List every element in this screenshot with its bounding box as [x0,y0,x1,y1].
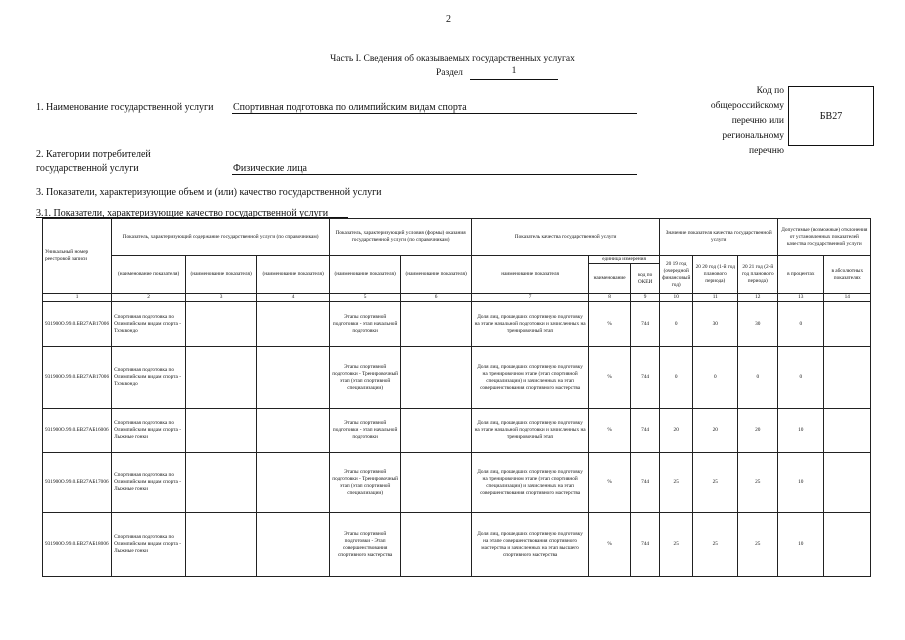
header-percent: в процентах [778,256,824,294]
empty-cell [257,302,330,347]
header-okei: код по ОКЕИ [631,264,660,294]
header-quality: Показатель качества государственной услуги [472,219,660,256]
col-number: 3 [186,294,257,302]
service-content: Спортивная подготовка по Олимпийским видам спорта - Тхэквондо [112,347,186,409]
part-title: Часть I. Сведения об оказываемых государственных услугах [330,54,575,64]
empty-cell [257,347,330,409]
value-year-2: 30 [693,302,738,347]
unit-name: % [589,453,631,513]
section-label: Раздел [436,68,463,78]
registry-number: 931900О.99.0.БВ27АБ16006 [43,409,112,453]
unit-name: % [589,409,631,453]
registry-number: 931900О.99.0.БВ27АВ17006 [43,302,112,347]
okei-code: 744 [631,513,660,577]
col-number: 5 [330,294,401,302]
col-number: 10 [660,294,693,302]
col-number: 13 [778,294,824,302]
deviation-percent: 10 [778,513,824,577]
service-content: Спортивная подготовка по Олимпийским видам спорта - Тхэквондо [112,302,186,347]
category-underline [232,174,637,175]
value-year-1: 25 [660,453,693,513]
indicator-name: Доля лиц, прошедших спортивную подготовку на этапе начальной подготовки и зачисленных на тренировочный этап [472,302,589,347]
okei-code: 744 [631,347,660,409]
code-value: БВ27 [819,110,843,122]
empty-cell [257,513,330,577]
unit-name: % [589,302,631,347]
deviation-absolute [824,302,871,347]
col-number: 4 [257,294,330,302]
header-registry: Уникальный номер реестровой записи [43,219,112,294]
col-number: 2 [112,294,186,302]
empty-cell [401,302,472,347]
header-year-2: 20 20 год (1-й год планового периода) [693,256,738,294]
deviation-percent: 10 [778,453,824,513]
value-year-1: 0 [660,302,693,347]
deviation-absolute [824,453,871,513]
indicator-name: Доля лиц, прошедших спортивную подготовку на этапе начальной подготовки и зачисленных на тренировочный этап [472,409,589,453]
empty-cell [401,453,472,513]
value-year-1: 20 [660,409,693,453]
unit-name: % [589,513,631,577]
registry-number: 931900О.99.0.БВ27АВ17006 [43,347,112,409]
value-year-2: 25 [693,453,738,513]
empty-cell [186,409,257,453]
registry-number: 931900О.99.0.БВ27АБ17006 [43,453,112,513]
header-sub-6: (наименование показателя) [401,256,472,294]
col-number: 1 [43,294,112,302]
page-number: 2 [446,14,451,25]
deviation-percent: 0 [778,347,824,409]
unit-name: % [589,347,631,409]
table-row [43,453,871,513]
indicator-name: Доля лиц, прошедших спортивную подготовку на тренировочном этапе (этап спортивной специализации) и зачисленных на этап совершенствования спортивного мастерства [472,453,589,513]
empty-cell [186,453,257,513]
value-year-2: 25 [693,513,738,577]
quality-title: 3.1. Показатели, характеризующие качество государственной услуги [36,208,329,219]
table-row [43,302,871,347]
okei-code: 744 [631,453,660,513]
okei-code: 744 [631,409,660,453]
table-row [43,347,871,409]
service-name-value: Спортивная подготовка по олимпийским видам спорта [233,102,467,113]
indicator-name: Доля лиц, прошедших спортивную подготовку на этапе совершенствования спортивного мастерства и зачисленных на этап высшего спортивного мастерства [472,513,589,577]
service-condition: Этапы спортивной подготовки - Тренировочный этап (этап спортивной специализации) [330,453,401,513]
column-numbers-row [43,294,871,302]
col-number: 12 [738,294,778,302]
code-label: Код по общероссийскому перечню или региональному перечню [710,86,784,156]
table-row [43,409,871,453]
service-condition: Этапы спортивной подготовки - этап начальной подготовки [330,302,401,347]
service-content: Спортивная подготовка по Олимпийским видам спорта - Лыжные гонки [112,513,186,577]
code-box [788,86,874,146]
empty-cell [186,302,257,347]
empty-cell [257,453,330,513]
header-conditions: Показатель, характеризующий условия (формы) оказания государственной услуги (по справочникам) [330,219,472,256]
col-number: 8 [589,294,631,302]
empty-cell [186,513,257,577]
empty-cell [401,409,472,453]
registry-number: 931900О.99.0.БВ27АБ18006 [43,513,112,577]
deviation-absolute [824,513,871,577]
header-year-3: 20 21 год (2-й год планового периода) [738,256,778,294]
empty-cell [257,409,330,453]
service-content: Спортивная подготовка по Олимпийским видам спорта - Лыжные гонки [112,409,186,453]
service-condition: Этапы спортивной подготовки - этап начальной подготовки [330,409,401,453]
service-condition: Этапы спортивной подготовки - Этап совершенствования спортивного мастерства [330,513,401,577]
empty-cell [401,347,472,409]
value-year-3: 0 [738,347,778,409]
service-name-label: 1. Наименование государственной услуги [36,102,214,113]
table-row [43,513,871,577]
header-sub-3: (наименование показателя) [186,256,257,294]
col-number: 6 [401,294,472,302]
header-sub-5: (наименование показателя) [330,256,401,294]
header-indicator-name: наименование показателя [472,256,589,294]
empty-cell [401,513,472,577]
col-number: 7 [472,294,589,302]
category-value: Физические лица [233,163,307,174]
header-deviation: Допустимые (возможные) отклонения от установленных показателей качества государственной услуги [778,219,871,256]
section-number: 1 [511,66,517,76]
col-number: 14 [824,294,871,302]
header-values: Значение показателя качества государственной услуги [660,219,778,256]
okei-code: 744 [631,302,660,347]
header-year-1: 20 19 год (очередной финансовый год) [660,256,693,294]
deviation-percent: 10 [778,409,824,453]
quality-table [42,218,871,577]
deviation-absolute [824,347,871,409]
value-year-3: 20 [738,409,778,453]
value-year-3: 30 [738,302,778,347]
service-content: Спортивная подготовка по Олимпийским видам спорта - Лыжные гонки [112,453,186,513]
value-year-1: 0 [660,347,693,409]
header-sub-2: (наименование показателя) [112,256,186,294]
value-year-2: 0 [693,347,738,409]
header-content: Показатель, характеризующий содержание государственной услуги (по справочникам) [112,219,330,256]
empty-cell [186,347,257,409]
header-unit-name: наименование [589,264,631,294]
indicator-name: Доля лиц, прошедших спортивную подготовку на тренировочном этапе (этап спортивной специализации) и зачисленных на этап совершенствования спортивного мастерства [472,347,589,409]
deviation-percent: 0 [778,302,824,347]
section-underline [470,79,558,80]
value-year-1: 25 [660,513,693,577]
category-label-2: государственной услуги [36,163,139,174]
service-name-underline [232,113,637,114]
col-number: 11 [693,294,738,302]
col-number: 9 [631,294,660,302]
value-year-3: 25 [738,513,778,577]
value-year-3: 25 [738,453,778,513]
value-year-2: 20 [693,409,738,453]
category-label-1: 2. Категории потребителей [36,149,151,160]
header-absolute: в абсолютных показателях [824,256,871,294]
indicators-title: 3. Показатели, характеризующие объем и (или) качество государственной услуги [36,187,382,198]
deviation-absolute [824,409,871,453]
header-unit: единица измерения [589,256,660,264]
service-condition: Этапы спортивной подготовки - Тренировочный этап (этап спортивной специализации) [330,347,401,409]
header-sub-4: (наименование показателя) [257,256,330,294]
